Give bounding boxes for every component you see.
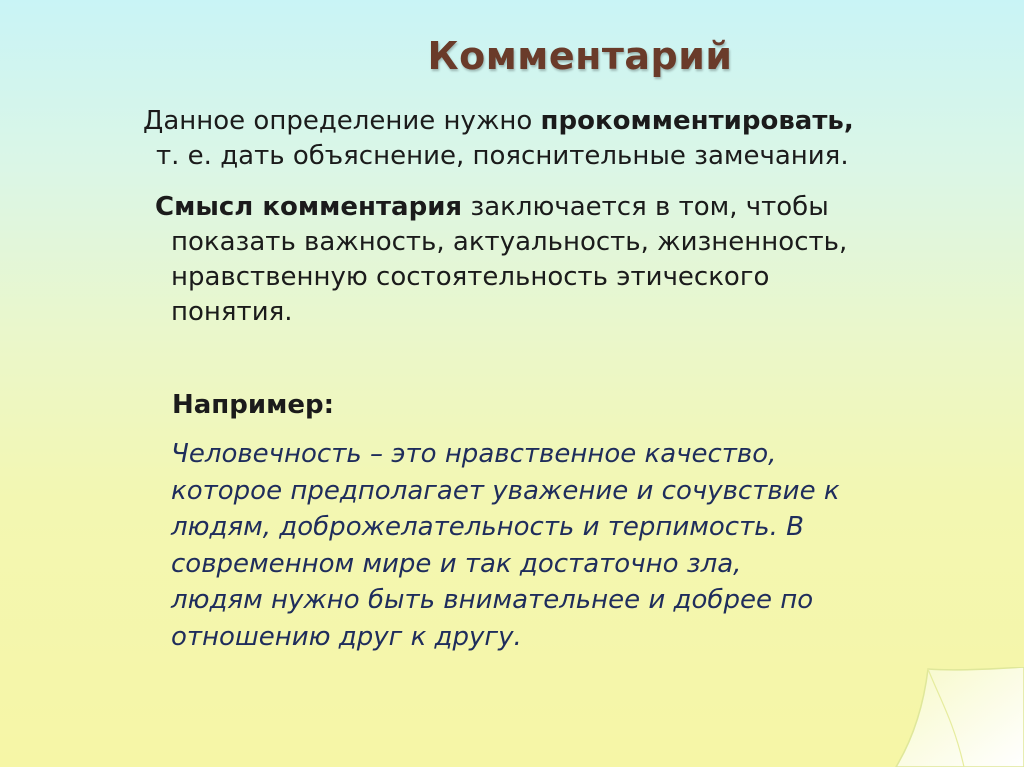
example-line-6: отношению друг к другу. (171, 621, 522, 652)
definition-line-2: т. е. дать объяснение, пояснительные замечания. (156, 141, 849, 171)
example-line-5: людям нужно быть внимательнее и добрее по (171, 585, 814, 615)
meaning-line-4: понятия. (171, 297, 293, 327)
example-line-4: современном мире и так достаточно зла, (171, 548, 742, 579)
meaning-bold-term: Смысл комментария (155, 192, 463, 222)
example-line-1: Человечность – это нравственное качество, (171, 439, 777, 469)
meaning-line-3: нравственную состоятельность этического (171, 262, 770, 292)
example-label: Например: (172, 390, 334, 420)
page-curl-decoration (894, 667, 1024, 767)
example-quote (150, 436, 1010, 655)
definition-line-1 (143, 104, 1013, 139)
definition-paragraph (143, 104, 1013, 174)
definition-text-normal: Данное определение нужно (143, 106, 541, 136)
example-line-3: людям, доброжелательность и терпимость. В (171, 512, 804, 542)
meaning-line-1 (155, 190, 1005, 225)
slide-title: Комментарий (427, 34, 733, 78)
definition-text-bold: прокомментировать, (540, 106, 854, 136)
example-line-2: которое предполагает уважение и сочувствие к (171, 475, 840, 506)
meaning-paragraph (155, 190, 1005, 330)
meaning-line-2: показать важность, актуальность, жизненность, (171, 227, 848, 257)
meaning-line-1-rest: заключается в том, чтобы (462, 192, 829, 222)
